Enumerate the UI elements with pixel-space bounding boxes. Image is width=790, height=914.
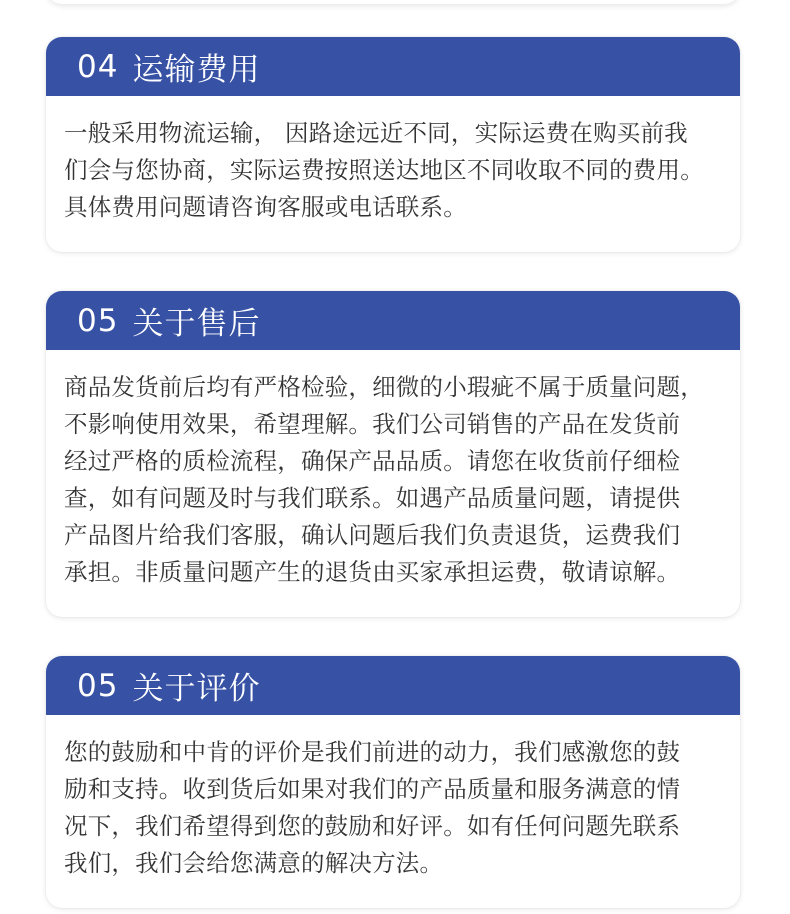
section-title: 关于评价 bbox=[132, 671, 261, 707]
section-number: 05 bbox=[77, 302, 119, 339]
after-sales-card bbox=[46, 291, 740, 617]
previous-card-edge bbox=[46, 0, 740, 4]
shipping-cost-text: 一般采用物流运输， 因路途远近不同，实际运费在购买前我 们会与您协商，实际运费按照送达地区不同收取不同的费用。 具体费用问题请咨询客服或电话联系。 bbox=[64, 119, 704, 221]
review-card bbox=[46, 656, 740, 908]
shipping-cost-header bbox=[46, 37, 740, 96]
section-number: 04 bbox=[77, 48, 119, 85]
review-header bbox=[46, 656, 740, 715]
section-title: 关于售后 bbox=[132, 306, 261, 342]
review-text: 您的鼓励和中肯的评价是我们前进的动力，我们感激您的鼓 励和支持。收到货后如果对我们的产品质量和服务满意的情 况下，我们希望得到您的鼓励和好评。如有任何问题先联系 我们，我们会给您满意的解决方法。 bbox=[64, 738, 681, 877]
section-title: 运输费用 bbox=[132, 52, 261, 88]
shipping-cost-card bbox=[46, 37, 740, 252]
after-sales-text: 商品发货前后均有严格检验，细微的小瑕疵不属于质量问题， 不影响使用效果，希望理解。我们公司销售的产品在发货前 经过严格的质检流程，确保产品品质。请您在收货前仔细检 查，如有问题及时与我们联系。如遇产品质量问题，请提供 产品图片给我们客服，确认问题后我们负责退货，运费我们 承担。非质量问题产生的退货由买家承担运费，敬请谅解。 bbox=[64, 373, 704, 586]
section-number: 05 bbox=[77, 667, 119, 704]
after-sales-header bbox=[46, 291, 740, 350]
